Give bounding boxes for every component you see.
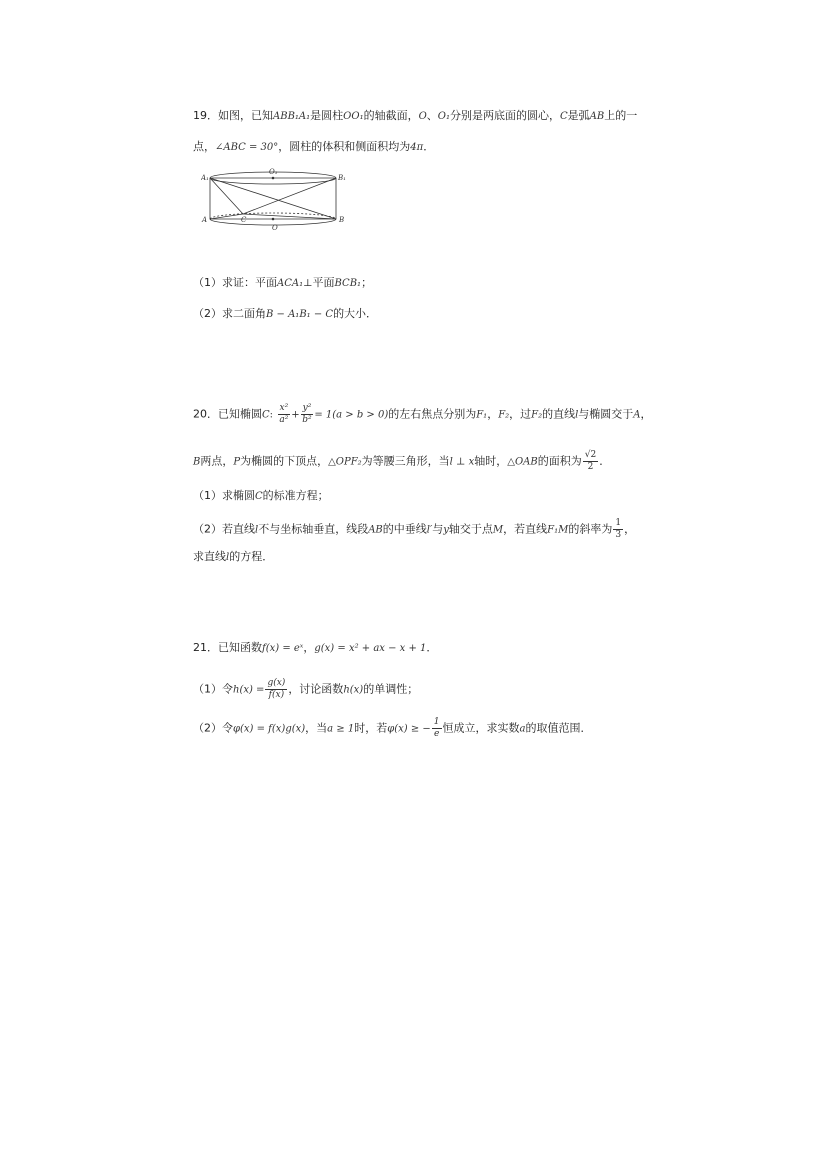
q19-number: 19 [193, 109, 207, 122]
q21-number: 21 [193, 641, 207, 654]
q19-line2: 点，∠ABC = 30°，圆柱的体积和侧面积均为4π． [193, 140, 435, 153]
fraction-g-over-f: $\frac{g(x)}{f(x)}$ [267, 678, 286, 700]
fraction-one-over-e: $\frac{1}{e}$ [433, 717, 440, 739]
label-o: O [272, 224, 278, 232]
q20-line1: 20．已知椭圆C: $\frac{\text{x²}}{\text{a²}}$ + $\frac{\text{y²}}{\text{b²}}$ = 1(a > b > 0)的左右焦点分别为F₁，F₂，过F₂的直线l与椭圆交于A， [193, 403, 652, 425]
q19-part1: （1）求证：平面ACA₁⊥平面BCB₁； [193, 276, 373, 289]
q20-part1: （1）求椭圆C的标准方程； [193, 489, 329, 502]
label-a: A [202, 216, 208, 224]
q20-number: 20 [193, 407, 207, 421]
label-o1: O₁ [269, 168, 278, 176]
segment-b1c [243, 178, 336, 214]
label-a1: A₁ [201, 174, 209, 182]
label-b: B [339, 216, 345, 224]
q21-part1: （1）令h(x) = $\frac{g(x)}{f(x)}$ ，讨论函数h(x)的单调性； [193, 678, 419, 700]
cylinder-figure [201, 167, 351, 233]
fraction-one-third: $\frac{1}{3}$ [615, 518, 622, 540]
q20-part2: （2）若直线l不与坐标轴垂直，线段AB的中垂线l′与y轴交于点M，若直线F₁M的斜率为 $\frac{1}{3}$ ， [193, 518, 636, 540]
fraction-x2-a2: $\frac{\text{x²}}{\text{a²}}$ [279, 403, 289, 425]
q20-part2-cont: 求直线l的方程． [193, 550, 274, 563]
q20-line2: B两点，P为椭圆的下顶点，△OPF₂为等腰三角形，当l ⊥ x轴时，△OAB的面积为 $\frac{√2}{2}$ ． [193, 450, 611, 472]
fraction-y2-b2: $\frac{\text{y²}}{\text{b²}}$ [302, 403, 312, 425]
q21-line1: 21．已知函数f(x) = eˣ，g(x) = x² + ax − x + 1． [193, 641, 438, 654]
point-o [272, 218, 275, 221]
q19-part2: （2）求二面角B − A₁B₁ − C的大小． [193, 307, 378, 320]
fraction-sqrt2-over-2: $\frac{√2}{2}$ [584, 450, 597, 472]
q21-part2: （2）令φ(x) = f(x)g(x)，当a ≥ 1时，若φ(x) ≥ − $\frac{1}{e}$ 恒成立，求实数a的取值范围． [193, 717, 592, 739]
q19-line1: 19．如图，已知ABB₁A₁是圆柱OO₁的轴截面，O、O₁分别是两底面的圆心，C是弧AB上的一 [193, 109, 638, 122]
label-b1: B₁ [338, 174, 346, 182]
label-c: C [241, 216, 247, 224]
point-o1 [272, 177, 275, 180]
